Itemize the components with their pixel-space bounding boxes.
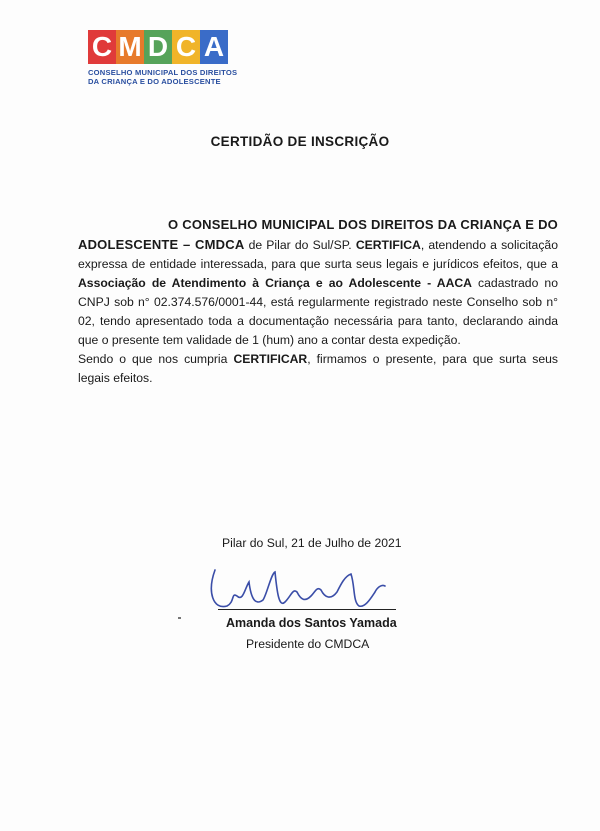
body-text-1: de Pilar do Sul/SP. (244, 238, 356, 252)
logo-letters (88, 30, 238, 64)
document-title: CERTIDÃO DE INSCRIÇÃO (210, 134, 390, 149)
cmdca-logo (88, 30, 238, 92)
lead-text: O CONSELHO MUNICIPAL DOS DIREITOS DA CRIANÇA E DO ADOLESCENTE – CMDCA (78, 217, 558, 252)
closing-paragraph (78, 350, 558, 388)
document-body (78, 215, 558, 388)
signature-line (218, 609, 396, 610)
signature (205, 562, 395, 622)
logo-letter-d: D (144, 30, 172, 64)
issue-date: Pilar do Sul, 21 de Julho de 2021 (222, 536, 402, 550)
closing-bold: CERTIFICAR (233, 352, 308, 366)
body-text-3: cadastrado no CNPJ sob n° 02.374.576/0001-44, está regularmente registrado neste Conselho sob n° 02, tendo apresentado toda a documentação necessária para tanto, declarando ainda que o presente tem validade de 1 (hum) ano a contar desta expedição. (78, 276, 558, 347)
entity-name: Associação de Atendimento à Criança e ao Adolescente - AACA (78, 276, 472, 290)
logo-line-1: CONSELHO MUNICIPAL DOS DIREITOS (88, 68, 238, 77)
closing-text-1: Sendo o que nos cumpria (78, 352, 234, 366)
logo-letter-a: A (200, 30, 228, 64)
closing-text-2: , firmamos o presente, para que surta seus legais efeitos. (78, 352, 559, 385)
logo-letter-c: C (88, 30, 116, 64)
body-text-2: , atendendo a solicitação expressa de entidade interessada, para que surta seus legais e jurídicos efeitos, que a (78, 238, 558, 271)
main-paragraph (78, 215, 558, 350)
certifica-text: CERTIFICA (355, 238, 421, 252)
signer-role: Presidente do CMDCA (246, 637, 370, 651)
logo-line-2: DA CRIANÇA E DO ADOLESCENTE (88, 77, 221, 86)
signer-name: Amanda dos Santos Yamada (226, 616, 397, 630)
scan-speck (178, 617, 181, 619)
logo-letter-c2: C (172, 30, 200, 64)
logo-letter-m: M (116, 30, 144, 64)
